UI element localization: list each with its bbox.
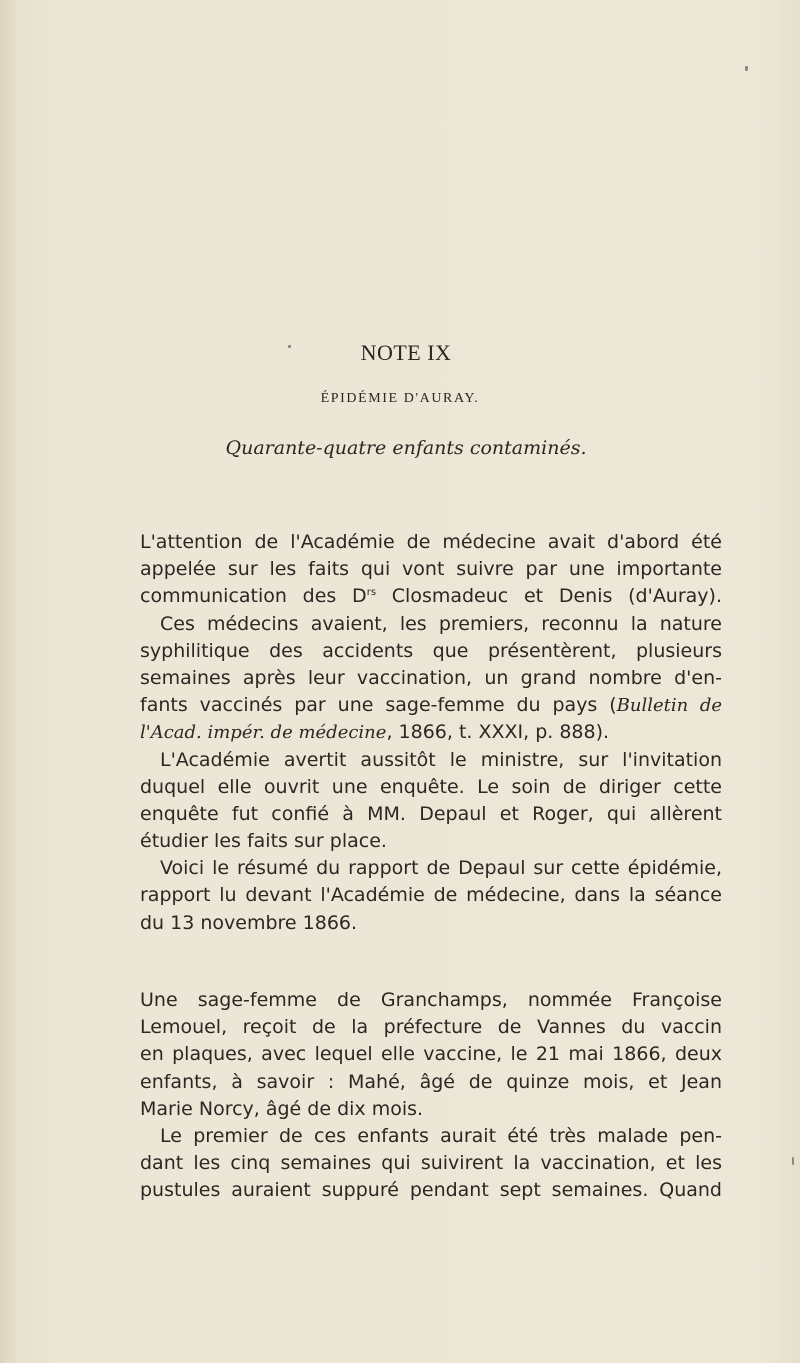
text-line: Marie Norcy, âgé de dix mois. (140, 1097, 424, 1120)
paragraph-1 (140, 529, 722, 937)
text-line: Voici le résumé du rapport de Depaul sur cette épidémie, (160, 857, 722, 880)
text-segment: communication des D (140, 585, 367, 608)
italic-citation: l'Acad. impér. de médecine (140, 722, 387, 744)
text-line: Le premier de ces enfants aurait été très malade pen- (160, 1124, 722, 1147)
text-line: L'attention de l'Académie de médecine avait d'abord été (140, 531, 722, 553)
page-speck (792, 1157, 794, 1165)
text-segment: fants vaccinés par une sage-femme du pays ( (140, 694, 617, 717)
text-line: enquête fut confié à MM. Depaul et Roger, qui allèrent (140, 802, 722, 825)
note-title: NOTE IX (360, 340, 452, 365)
text-line: duquel elle ouvrit une enquête. Le soin de diriger cette (140, 775, 722, 798)
text-line: semaines après leur vaccination, un grand nombre d'en- (140, 666, 722, 689)
chapter-subtitle: Quarante-quatre enfants contaminés. (225, 437, 587, 459)
epidemic-title: ÉPIDÉMIE D'AURAY. (320, 391, 480, 406)
page-speck (745, 66, 748, 71)
text-segment: , 1866, t. XXXI, p. 888). (386, 721, 610, 744)
text-line: dant les cinq semaines qui suivirent la vaccination, et les (140, 1152, 722, 1175)
text-line: du 13 novembre 1866. (140, 911, 358, 934)
text-line: Une sage-femme de Granchamps, nommée Françoise (140, 989, 722, 1011)
text-segment: Closmadeuc et Denis (d'Auray). (376, 585, 723, 608)
text-line: Lemouel, reçoit de la préfecture de Vannes du vaccin (140, 1016, 722, 1039)
text-line: syphilitique des accidents que présentèrent, plusieurs (140, 639, 722, 662)
text-line: étudier les faits sur place. (140, 830, 387, 853)
paragraph-2 (140, 987, 722, 1205)
text-line: L'Académie avertit aussitôt le ministre, sur l'invitation (160, 748, 722, 771)
text-line: enfants, à savoir : Mahé, âgé de quinze mois, et Jean (140, 1070, 722, 1093)
superscript: rs (366, 587, 377, 599)
text-line (140, 719, 722, 746)
text-line: Ces médecins avaient, les premiers, reconnu la nature (160, 612, 722, 635)
italic-citation: Bulletin de (616, 695, 722, 717)
text-line: rapport lu devant l'Académie de médecine, dans la séance (140, 884, 722, 907)
text-line: appelée sur les faits qui vont suivre par une importante (140, 558, 722, 581)
text-line (140, 692, 722, 719)
text-line: pustules auraient suppuré pendant sept semaines. Quand (140, 1179, 722, 1202)
text-line (140, 583, 722, 610)
text-line: en plaques, avec lequel elle vaccine, le 21 mai 1866, deux (140, 1043, 722, 1066)
